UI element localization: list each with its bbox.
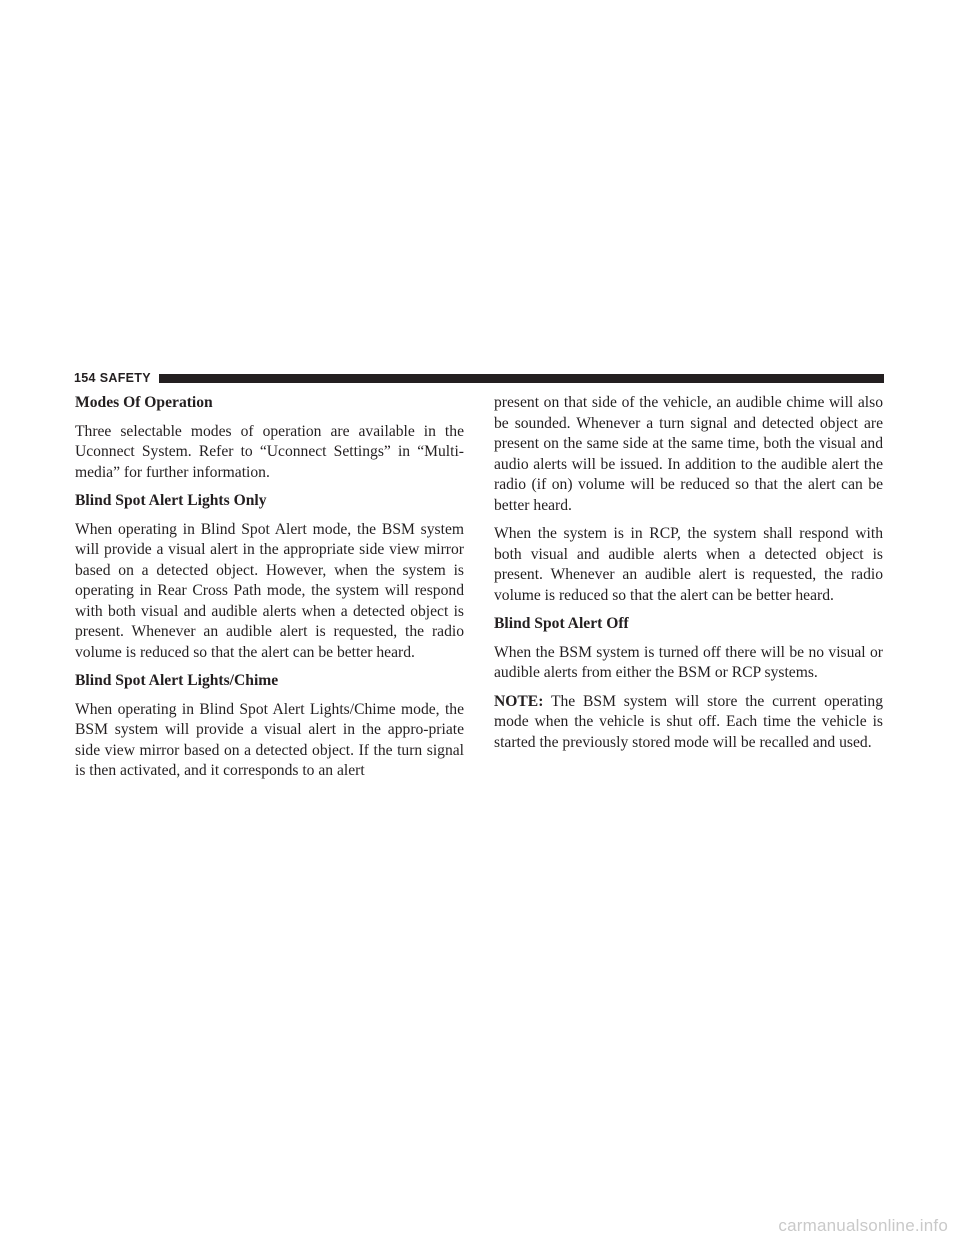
heading-modes-of-operation: Modes Of Operation	[75, 394, 213, 411]
note-paragraph	[494, 692, 883, 754]
heading-lights-only: Blind Spot Alert Lights Only	[75, 492, 267, 509]
page-label	[74, 371, 151, 385]
page-number: 154	[74, 371, 96, 385]
note-label: NOTE:	[494, 692, 544, 710]
header-rule	[159, 374, 884, 383]
paragraph-modes: Three selectable modes of operation are available in the Uconnect System. Refer to “Uconnect Settings” in “Multi-media” for further information.	[75, 422, 464, 481]
paragraph-lights-chime: When operating in Blind Spot Alert Lights/Chime mode, the BSM system will provide a visual alert in the appro-priate side view mirror based on a detected object. If the turn signal is then activated, and it corresponds to an alert	[75, 700, 464, 779]
paragraph-alert-off: When the BSM system is turned off there will be no visual or audible alerts from either the BSM or RCP systems.	[494, 643, 883, 681]
heading-lights-chime: Blind Spot Alert Lights/Chime	[75, 672, 279, 689]
left-column	[75, 393, 464, 790]
right-column	[494, 393, 883, 761]
watermark-link[interactable]: carmanualsonline.info	[778, 1216, 948, 1235]
paragraph-rcp: When the system is in RCP, the system shall respond with both visual and audible alerts when a detected object is present. Whenever an audible alert is requested, the radio volume is reduced so that the alert can be better heard.	[494, 525, 883, 604]
page-header	[74, 370, 884, 386]
note-text: The BSM system will store the current operating mode when the vehicle is shut off. Each time the vehicle is started the previously stored mode will be recalled and used.	[494, 692, 883, 751]
heading-alert-off: Blind Spot Alert Off	[494, 615, 629, 632]
paragraph-continued: present on that side of the vehicle, an audible chime will also be sounded. Whenever a turn signal and detected object are present on the same side at the same time, both the visual and audio alerts will be issued. In addition to the audible alert the radio (if on) volume will be reduced so that the alert can be better heard.	[494, 394, 883, 514]
section-title: SAFETY	[99, 371, 151, 385]
paragraph-lights-only: When operating in Blind Spot Alert mode, the BSM system will provide a visual alert in the appropriate side view mirror based on a detected object. However, when the system is operating in Rear Cross Path mode, the system will respond with both visual and audible alerts when a detected object is present. Whenever an audible alert is requested, the radio volume is reduced so that the alert can be better heard.	[75, 520, 464, 661]
